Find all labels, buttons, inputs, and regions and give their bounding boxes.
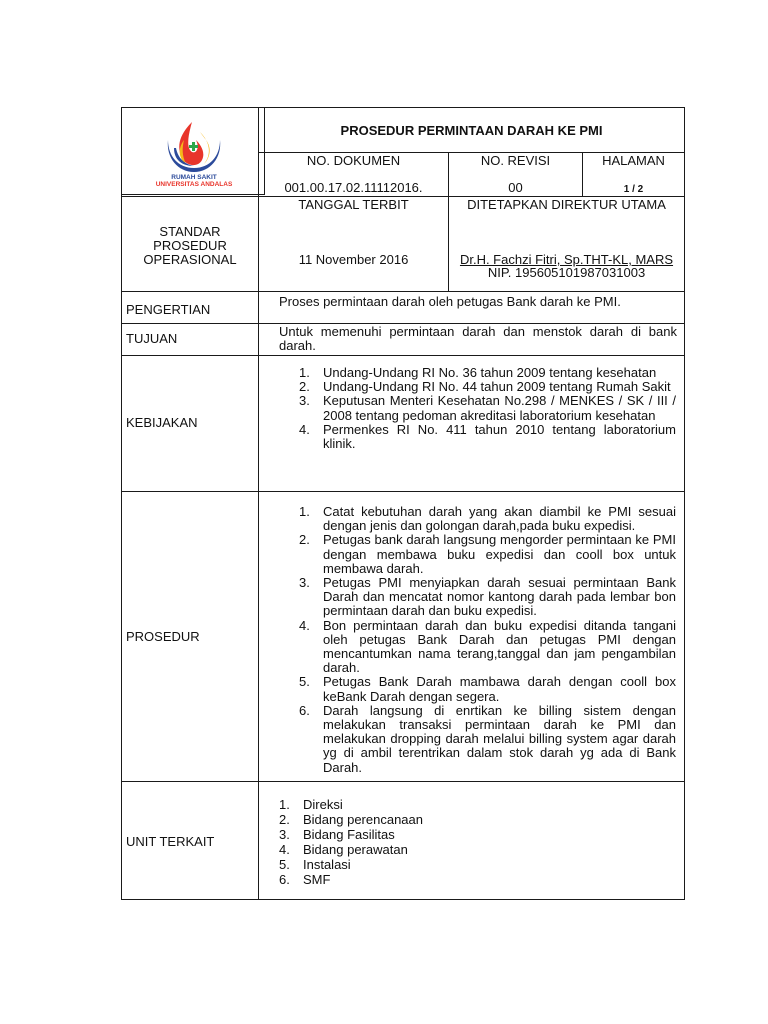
- list-item: 3. Bidang Fasilitas: [279, 827, 395, 842]
- kebijakan-label: KEBIJAKAN: [126, 415, 198, 430]
- list-item: 5. Instalasi: [279, 857, 351, 872]
- list-item: 1. Undang-Undang RI No. 36 tahun 2009 tentang kesehatan: [299, 365, 657, 380]
- unit-terkait-list: [279, 797, 579, 887]
- list-item-text: Bidang perencanaan: [303, 812, 423, 827]
- list-item: 5. Petugas Bank Darah mambawa darah dengan cooll box keBank Darah dengan segera.: [299, 674, 676, 704]
- ditetapkan-label: DITETAPKAN DIREKTUR UTAMA: [467, 197, 666, 212]
- list-item: 1. Direksi: [279, 797, 343, 812]
- spo-label-line1: STANDAR: [159, 224, 221, 239]
- no-revisi-label: NO. REVISI: [480, 153, 551, 168]
- list-item-text: Instalasi: [303, 857, 351, 872]
- tujuan-label: TUJUAN: [126, 331, 178, 346]
- document-title: PROSEDUR PERMINTAAN DARAH KE PMI: [340, 123, 603, 138]
- list-item-text: Permenkes RI No. 411 tahun 2010 tentang laboratorium klinik.: [323, 421, 676, 452]
- list-item: 1. Catat kebutuhan darah yang akan diambil ke PMI sesuai dengan jenis dan golongan darah,pada buku expedisi.: [299, 504, 676, 534]
- list-item: 2. Bidang perencanaan: [279, 812, 423, 827]
- list-item: 6. SMF: [279, 872, 331, 887]
- logo-text-line1: RUMAH SAKIT: [171, 174, 217, 181]
- list-item-text: Undang-Undang RI No. 44 tahun 2009 tentang Rumah Sakit: [323, 379, 671, 395]
- list-item-text: Petugas PMI menyiapkan darah sesuai permintaan Bank Darah dan mencatat nomor kantong darah pada lembar bon permintaan darah dan buku expedisi.: [323, 575, 676, 619]
- list-item-text: Bidang Fasilitas: [303, 827, 395, 842]
- tujuan-text: Untuk memenuhi permintaan darah dan menstok darah di bank darah.: [279, 324, 677, 353]
- no-revisi-value: 00: [508, 180, 523, 195]
- no-dokumen-value: 001.00.17.02.11112016.: [284, 180, 423, 195]
- list-item-text: Direksi: [303, 797, 343, 812]
- list-item: 4. Bon permintaan darah dan buku expedisi ditanda tangani oleh petugas Bank Darah dan petugas PMI dengan mencantumkan nama terang,tanggal dan jam pengambilan darah.: [299, 617, 676, 676]
- hospital-logo: [140, 118, 248, 194]
- pengertian-label: PENGERTIAN: [126, 302, 211, 317]
- list-item-text: SMF: [303, 872, 331, 887]
- list-item-text: Bidang perawatan: [303, 842, 408, 857]
- list-item: 2. Undang-Undang RI No. 44 tahun 2009 tentang Rumah Sakit: [299, 379, 671, 395]
- kebijakan-list: [299, 366, 676, 451]
- direktur-name: Dr.H. Fachzi Fitri, Sp.THT-KL, MARS: [459, 252, 674, 267]
- list-item: 4. Bidang perawatan: [279, 842, 408, 857]
- pengertian-text: Proses permintaan darah oleh petugas Bank darah ke PMI.: [279, 294, 621, 309]
- list-item-text: Catat kebutuhan darah yang akan diambil ke PMI sesuai dengan jenis dan golongan darah,pada buku expedisi.: [323, 504, 676, 534]
- list-item: 3. Petugas PMI menyiapkan darah sesuai permintaan Bank Darah dan mencatat nomor kantong darah pada lembar bon permintaan darah dan buku expedisi.: [299, 575, 676, 619]
- spo-label-line3: OPERASIONAL: [143, 252, 237, 267]
- halaman-label: HALAMAN: [602, 153, 665, 168]
- logo-icon: [140, 118, 248, 178]
- list-item-text: Bon permintaan darah dan buku expedisi ditanda tangani oleh petugas Bank Darah dan petugas PMI dengan mencantumkan nama terang,tanggal dan jam pengambilan darah.: [323, 617, 676, 676]
- prosedur-label: PROSEDUR: [126, 629, 200, 644]
- prosedur-list: [299, 505, 676, 775]
- list-item: 4. Permenkes RI No. 411 tahun 2010 tentang laboratorium klinik.: [299, 421, 676, 452]
- spo-label-line2: PROSEDUR: [153, 238, 227, 253]
- no-dokumen-label: NO. DOKUMEN: [306, 153, 401, 168]
- halaman-value: 1 / 2: [623, 184, 644, 195]
- direktur-nip: NIP. 195605101987031003: [487, 265, 646, 280]
- tanggal-terbit-label: TANGGAL TERBIT: [298, 197, 409, 212]
- list-item: 2. Petugas bank darah langsung mengorder permintaan ke PMI dengan membawa buku expedisi dan cooll box untuk membawa darah.: [299, 532, 676, 576]
- list-item-text: Keputusan Menteri Kesehatan No.298 / MENKES / SK / III / 2008 tentang pedoman akreditasi laboratorium kesehatan: [323, 393, 676, 423]
- list-item: 3. Keputusan Menteri Kesehatan No.298 / MENKES / SK / III / 2008 tentang pedoman akreditasi laboratorium kesehatan: [299, 393, 676, 423]
- list-item: 6. Darah langsung di enrtikan ke billing sistem dengan melakukan transaksi permintaan darah ke PMI dan melakukan dropping darah melalui billing system agar darah yg di ambil terentrikan dalam stok darah yg ada di Bank Darah.: [299, 702, 676, 775]
- list-item-text: Darah langsung di enrtikan ke billing sistem dengan melakukan transaksi permintaan darah ke PMI dan melakukan dropping darah melalui billing system agar darah yg di ambil terentrikan dalam stok darah yg ada di Bank Darah.: [323, 702, 676, 775]
- tanggal-terbit-value: 11 November 2016: [298, 252, 409, 267]
- list-item-text: Undang-Undang RI No. 36 tahun 2009 tentang kesehatan: [323, 365, 657, 380]
- unit-terkait-label: UNIT TERKAIT: [126, 834, 215, 849]
- list-item-text: Petugas Bank Darah mambawa darah dengan cooll box keBank Darah dengan segera.: [323, 674, 676, 704]
- logo-text-line2: UNIVERSITAS ANDALAS: [155, 181, 233, 188]
- list-item-text: Petugas bank darah langsung mengorder permintaan ke PMI dengan membawa buku expedisi dan cooll box untuk membawa darah.: [323, 532, 676, 576]
